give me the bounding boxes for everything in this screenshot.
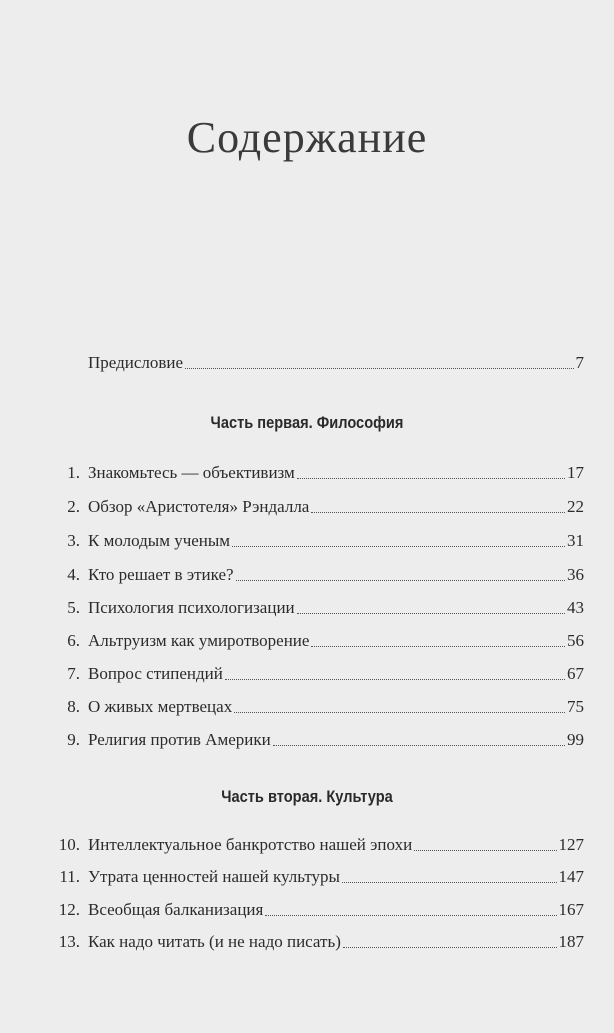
entry-number: 4. bbox=[67, 565, 80, 584]
entry-label: Вопрос стипендий bbox=[88, 664, 223, 683]
entry-number: 12. bbox=[58, 900, 80, 919]
toc-entry bbox=[50, 834, 584, 856]
entry-number: 6. bbox=[67, 631, 80, 650]
entry-page: 7 bbox=[575, 353, 584, 372]
toc-entry bbox=[50, 866, 584, 888]
toc-entry bbox=[58, 663, 584, 685]
dot-leader bbox=[297, 613, 565, 614]
entry-number: 11. bbox=[59, 867, 80, 886]
dot-leader bbox=[236, 580, 565, 581]
entry-number: 7. bbox=[67, 664, 80, 683]
entry-number: 9. bbox=[67, 730, 80, 749]
dot-leader bbox=[232, 546, 565, 547]
entry-page: 99 bbox=[567, 730, 584, 749]
toc-entry bbox=[58, 729, 584, 751]
toc-entry-preface bbox=[88, 352, 584, 374]
toc-entry bbox=[58, 597, 584, 619]
toc-entry bbox=[58, 530, 584, 552]
toc-entry bbox=[58, 564, 584, 586]
entry-label: Кто решает в этике? bbox=[88, 565, 234, 584]
entry-page: 127 bbox=[558, 835, 584, 854]
entry-label: Предисловие bbox=[88, 353, 184, 372]
entry-number: 13. bbox=[58, 932, 80, 951]
entry-page: 67 bbox=[567, 664, 584, 683]
entry-page: 31 bbox=[567, 531, 584, 550]
entry-number: 8. bbox=[67, 697, 80, 716]
dot-leader bbox=[225, 679, 565, 680]
entry-label: Всеобщая балканизация bbox=[88, 900, 264, 919]
entry-page: 17 bbox=[567, 463, 584, 482]
entry-label: Альтруизм как умиротворение bbox=[88, 631, 310, 650]
entry-page: 22 bbox=[567, 497, 584, 516]
entry-label: Как надо читать (и не надо писать) bbox=[88, 932, 341, 951]
entry-page: 187 bbox=[558, 932, 584, 951]
dot-leader bbox=[185, 368, 573, 369]
entry-number: 1. bbox=[67, 463, 80, 482]
entry-label: Психология психологизации bbox=[88, 598, 295, 617]
entry-number: 3. bbox=[67, 531, 80, 550]
toc-entry bbox=[58, 496, 584, 518]
entry-page: 43 bbox=[567, 598, 584, 617]
toc-entry bbox=[50, 931, 584, 953]
dot-leader bbox=[273, 745, 565, 746]
part-heading: Часть вторая. Культура bbox=[221, 787, 393, 806]
entry-label: Знакомьтесь — объективизм bbox=[88, 463, 295, 482]
entry-number: 2. bbox=[67, 497, 80, 516]
entry-page: 36 bbox=[567, 565, 584, 584]
entry-number: 5. bbox=[67, 598, 80, 617]
dot-leader bbox=[311, 512, 565, 513]
entry-page: 56 bbox=[567, 631, 584, 650]
entry-page: 147 bbox=[558, 867, 584, 886]
toc-entry bbox=[58, 630, 584, 652]
toc-entry bbox=[50, 899, 584, 921]
dot-leader bbox=[311, 646, 565, 647]
entry-number: 10. bbox=[58, 835, 80, 854]
toc-entry bbox=[58, 462, 584, 484]
dot-leader bbox=[265, 915, 556, 916]
toc-entry bbox=[58, 696, 584, 718]
dot-leader bbox=[297, 478, 565, 479]
entry-page: 167 bbox=[558, 900, 584, 919]
dot-leader bbox=[414, 850, 556, 851]
dot-leader bbox=[342, 882, 557, 883]
entry-label: Интеллектуальное банкротство нашей эпохи bbox=[88, 835, 413, 854]
entry-label: Религия против Америки bbox=[88, 730, 271, 749]
part-heading: Часть первая. Философия bbox=[210, 413, 404, 432]
dot-leader bbox=[343, 947, 557, 948]
entry-page: 75 bbox=[567, 697, 584, 716]
entry-label: К молодым ученым bbox=[88, 531, 231, 550]
dot-leader bbox=[234, 712, 565, 713]
entry-label: Обзор «Аристотеля» Рэндалла bbox=[88, 497, 310, 516]
entry-label: О живых мертвецах bbox=[88, 697, 233, 716]
entry-label: Утрата ценностей нашей культуры bbox=[88, 867, 340, 886]
page-title: Содержание bbox=[186, 113, 428, 162]
